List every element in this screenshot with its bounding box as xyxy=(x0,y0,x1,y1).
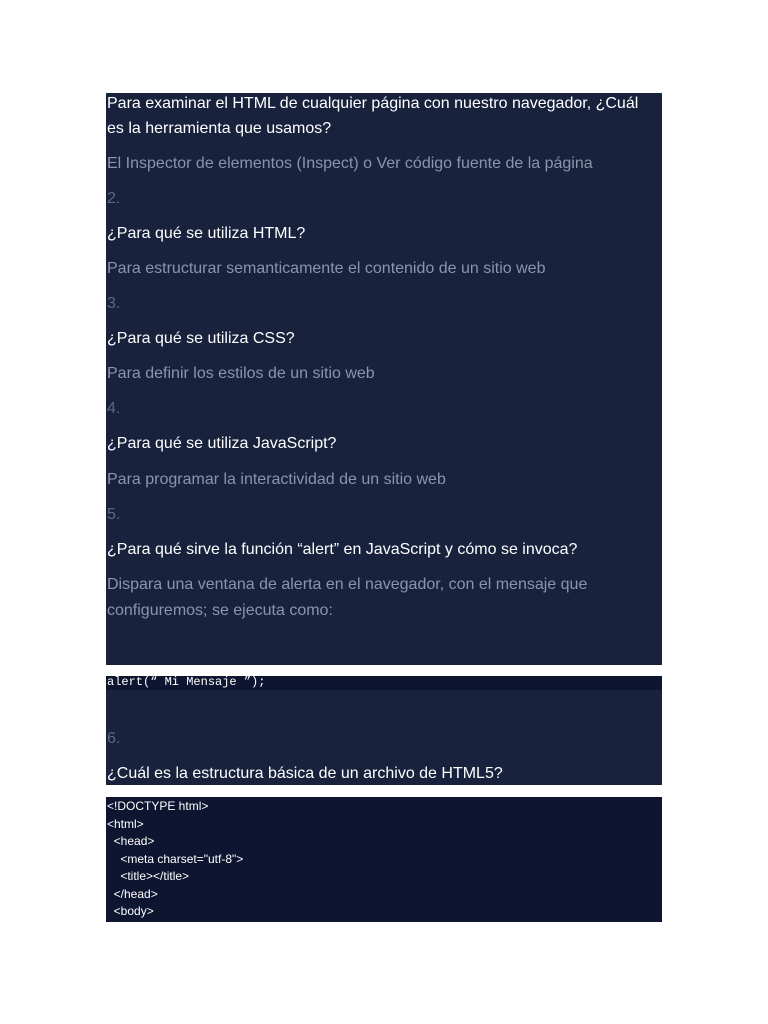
item-number-4: 4. xyxy=(107,400,121,417)
code-line: <head> xyxy=(107,834,155,848)
question-1-line-1: Para examinar el HTML de cualquier página con nuestro navegador, ¿Cuál xyxy=(107,95,639,112)
qa-panel-continued xyxy=(106,690,662,785)
answer-5-line-1: Dispara una ventana de alerta en el navegador, con el mensaje que xyxy=(107,576,588,593)
inline-code-snippet xyxy=(106,676,662,690)
item-number-2: 2. xyxy=(107,190,121,207)
answer-4: Para programar la interactividad de un sitio web xyxy=(107,471,446,488)
item-number-6: 6. xyxy=(107,730,121,747)
question-5: ¿Para qué sirve la función “alert” en JavaScript y cómo se invoca? xyxy=(107,541,578,558)
item-number-5: 5. xyxy=(107,506,121,523)
question-6: ¿Cuál es la estructura básica de un archivo de HTML5? xyxy=(107,765,503,782)
code-listing xyxy=(107,798,243,921)
code-line: <meta charset="utf-8"> xyxy=(107,851,244,866)
code-line: <!DOCTYPE html> xyxy=(107,799,209,813)
alert-code-line: alert(“ Mi Mensaje ”); xyxy=(107,675,266,689)
item-number-3: 3. xyxy=(107,295,121,312)
code-line: <body> xyxy=(107,904,154,918)
qa-panel xyxy=(106,93,662,665)
question-4: ¿Para qué se utiliza JavaScript? xyxy=(107,435,337,452)
question-1-line-2: es la herramienta que usamos? xyxy=(107,120,332,137)
question-3: ¿Para qué se utiliza CSS? xyxy=(107,330,295,347)
question-2: ¿Para qué se utiliza HTML? xyxy=(107,225,306,242)
answer-5-line-2: configuremos; se ejecuta como: xyxy=(107,602,333,619)
answer-2: Para estructurar semanticamente el contenido de un sitio web xyxy=(107,260,546,277)
answer-1: El Inspector de elementos (Inspect) o Ver código fuente de la página xyxy=(107,155,593,172)
code-line: <html> xyxy=(107,816,144,831)
answer-3: Para definir los estilos de un sitio web xyxy=(107,365,375,382)
code-line: </head> xyxy=(107,886,158,901)
code-line: <title></title> xyxy=(107,869,190,883)
html5-code-block xyxy=(106,797,662,922)
